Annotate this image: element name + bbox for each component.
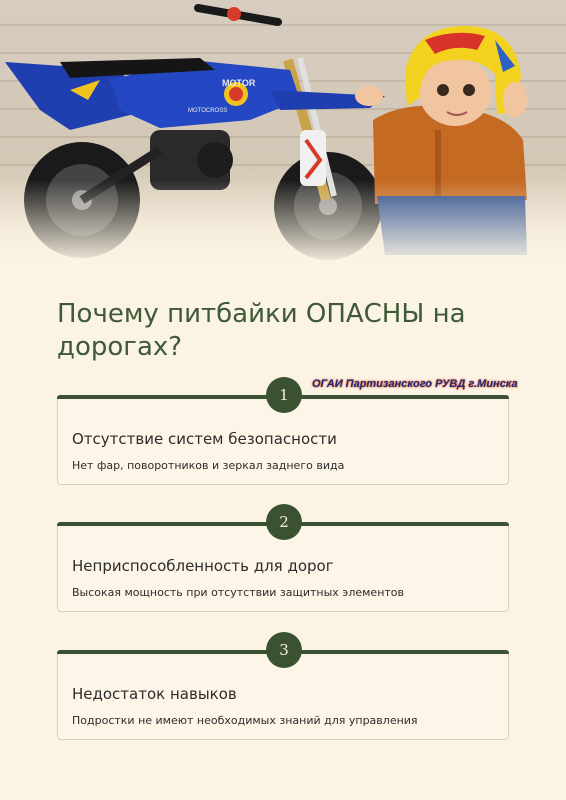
reason-card-1 [57,386,509,485]
card-number-badge: 1 [266,377,302,413]
bike-badge: MOTOR [222,78,256,88]
card-title: Отсутствие систем безопасности [72,430,337,448]
bike-brand-text: MOTOCROSS [188,108,228,114]
card-number-badge: 2 [266,504,302,540]
reason-card-3 [57,641,509,740]
hero-illustration [0,0,566,270]
card-description: Высокая мощность при отсутствии защитных элементов [72,586,405,599]
page-title: Почему питбайки ОПАСНЫ на дорогах? [57,299,466,362]
card-description: Нет фар, поворотников и зеркал заднего вида [72,459,345,472]
reason-card-2 [57,513,509,612]
watermark-text: ОГАИ Партизанского РУВД г.Минска [312,378,518,390]
card-number-badge: 3 [266,632,302,668]
card-description: Подростки не имеют необходимых знаний для управления [72,714,418,727]
card-title: Неприспособленность для дорог [72,557,334,575]
card-title: Недостаток навыков [72,685,237,703]
